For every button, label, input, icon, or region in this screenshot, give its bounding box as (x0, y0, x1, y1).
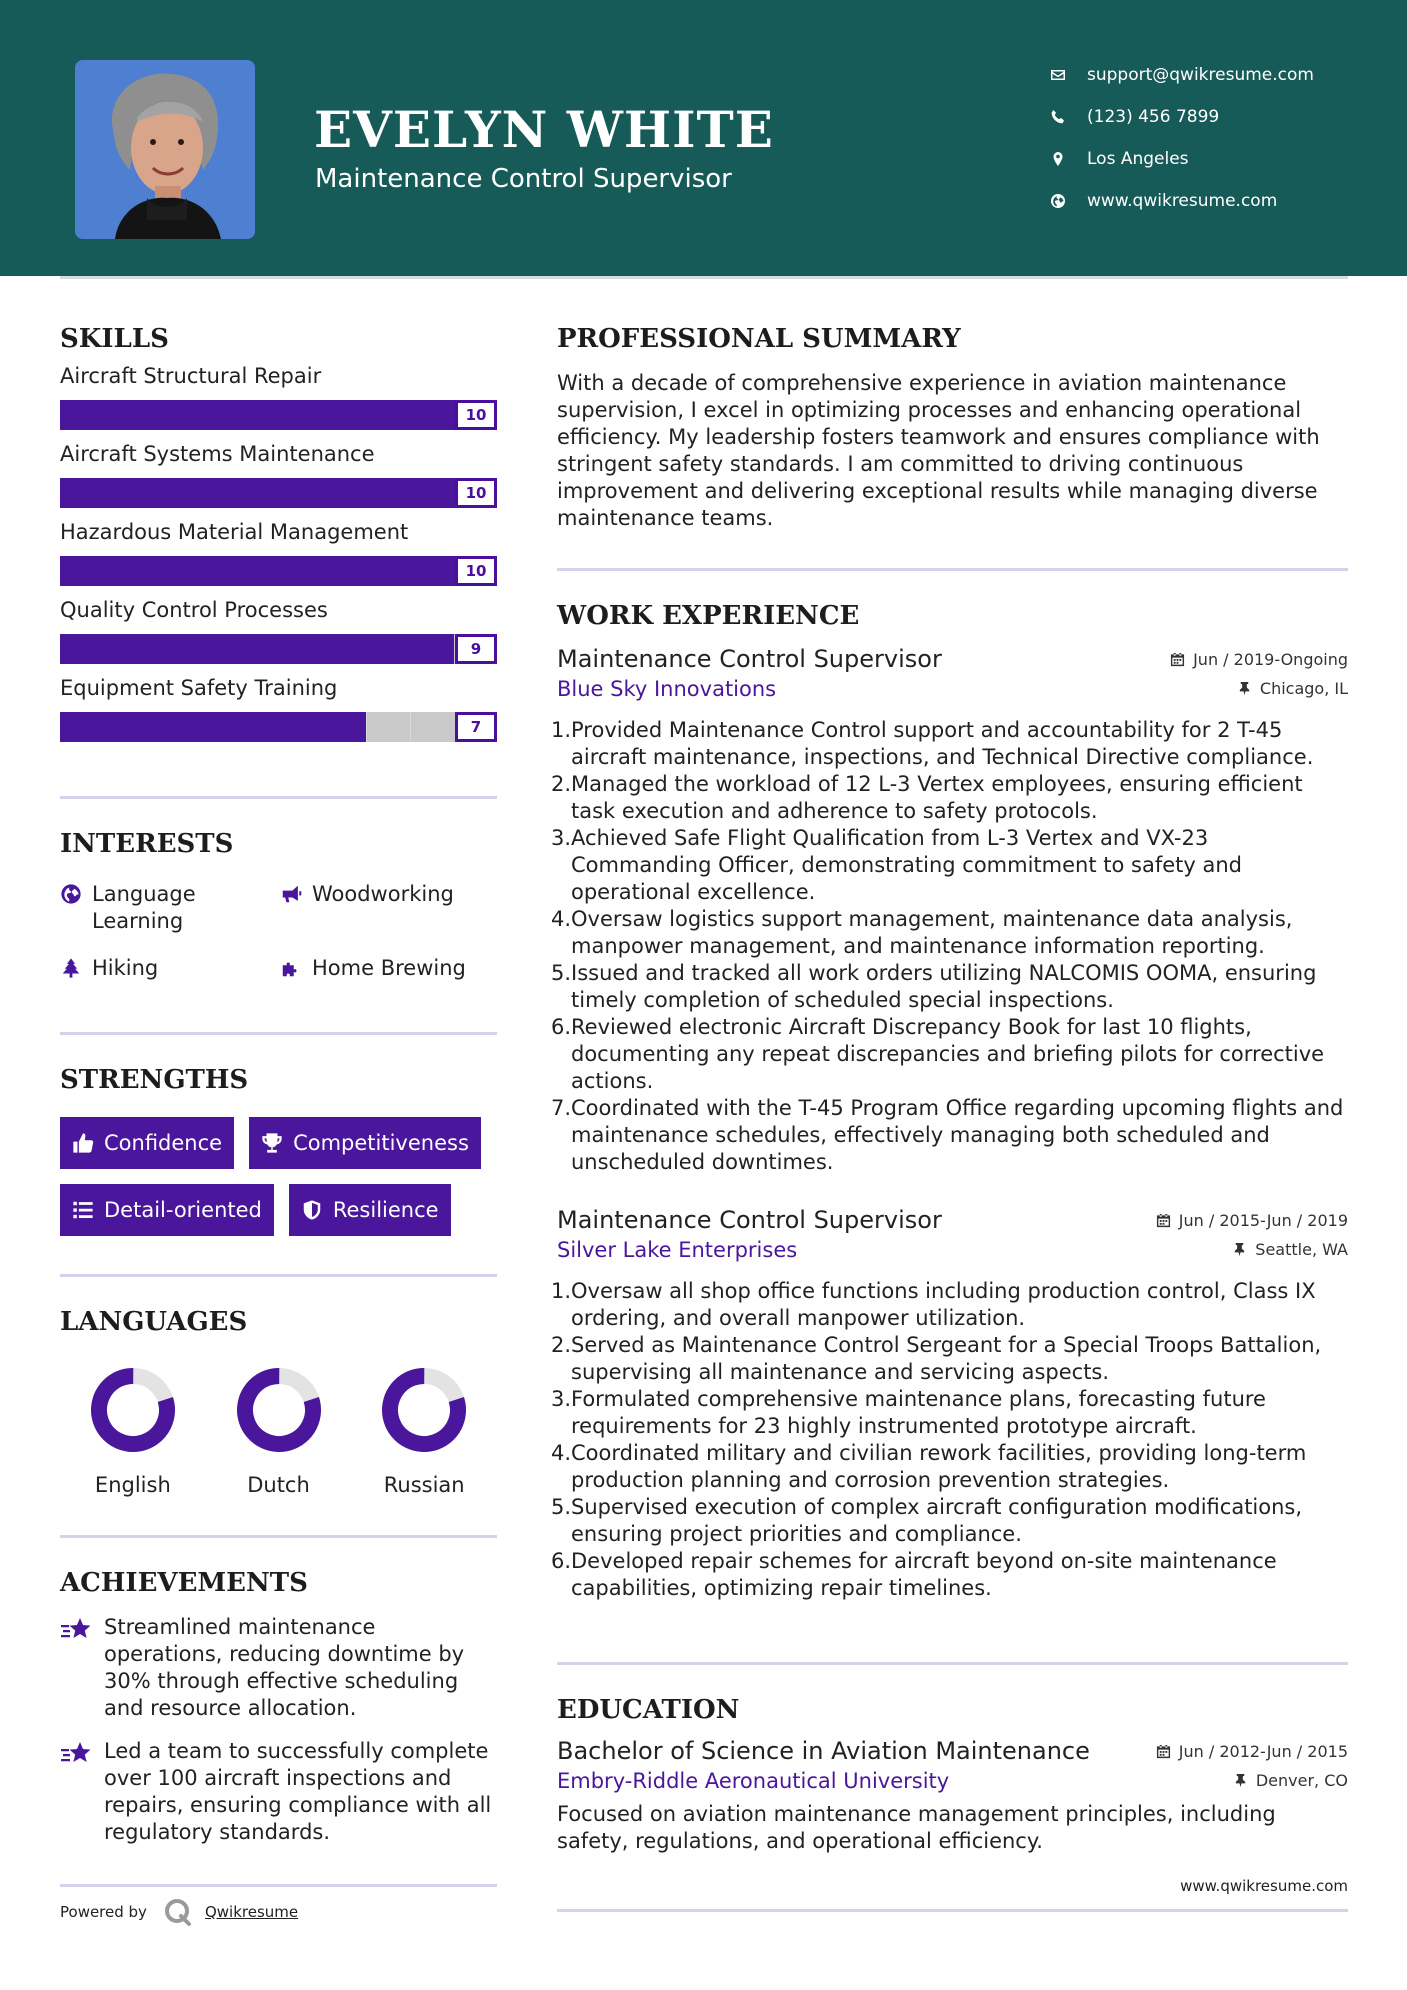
strength-label: Confidence (104, 1131, 223, 1155)
interest-label: Hiking (92, 956, 159, 980)
job-bullet: 6. Reviewed electronic Aircraft Discrepancy Book for last 10 flights, documenting any repeat discrepancies and briefing pilots for corrective actions. (557, 1014, 1348, 1095)
skill-bar-segment (104, 478, 148, 508)
job-bullets (551, 1278, 1348, 1602)
globe-icon (1050, 193, 1066, 209)
job-header (557, 1206, 1348, 1234)
job-bullet-text: Supervised execution of complex aircraft configuration modifications, ensuring project priorities and compliance. (571, 1495, 1303, 1546)
profile-photo (75, 60, 255, 239)
skill-bar-segment (322, 712, 366, 742)
skill-bar-segment (147, 478, 191, 508)
skill-bar-segment (235, 712, 279, 742)
skill-bar-segment (410, 400, 454, 430)
skill-bar-segment (60, 634, 104, 664)
skill-bar-segment (104, 400, 148, 430)
resume-header (0, 0, 1407, 276)
achievement-item (60, 1738, 497, 1846)
job-bullet-text: Managed the workload of 12 L-3 Vertex employees, ensuring efficient task execution and adherence to safety protocols. (571, 772, 1303, 823)
language-level-ring (379, 1365, 469, 1455)
job-bullet-text: Coordinated with the T-45 Program Office regarding upcoming flights and maintenance schedules, effectively managing both scheduled and unscheduled downtimes. (571, 1096, 1344, 1174)
skill-name: Equipment Safety Training (60, 676, 338, 700)
calendar-icon (1156, 1213, 1171, 1228)
header-divider (60, 276, 1348, 279)
skills-list (60, 364, 497, 742)
skill-bar-segment (279, 400, 323, 430)
skill-score: 10 (455, 556, 497, 586)
skill-bar-segment (366, 634, 410, 664)
skill-bar-segment (366, 712, 410, 742)
map-marker-icon (1050, 151, 1066, 167)
company-name: Silver Lake Enterprises (557, 1238, 798, 1262)
experience-heading: WORK EXPERIENCE (557, 601, 860, 631)
strength-label: Resilience (332, 1198, 439, 1222)
skill-name: Hazardous Material Management (60, 520, 409, 544)
education-location (1233, 1771, 1348, 1790)
contact-email-text: support@qwikresume.com (1087, 65, 1314, 85)
achievement-item (60, 1614, 497, 1722)
right-column (551, 320, 1348, 1912)
skill-bar-segment (60, 556, 104, 586)
skill-bar-segment (191, 634, 235, 664)
skill-bar-segment (366, 556, 410, 586)
footer-website[interactable]: www.qwikresume.com (1180, 1877, 1348, 1895)
languages-heading: LANGUAGES (60, 1307, 248, 1337)
phone-icon (1050, 109, 1066, 125)
strength-label: Competitiveness (293, 1131, 469, 1155)
achievements-heading: ACHIEVEMENTS (60, 1568, 308, 1598)
job-bullet: 2. Managed the workload of 12 L-3 Vertex employees, ensuring efficient task execution and adherence to safety protocols. (557, 771, 1348, 825)
job-bullet-text: Served as Maintenance Control Sergeant for a Special Troops Battalion, supervising all maintenance and servicing aspects. (571, 1333, 1322, 1384)
job-bullet: 3. Formulated comprehensive maintenance plans, forecasting future requirements for 23 highly instrumented prototype aircraft. (557, 1386, 1348, 1440)
skill-bar-segment (410, 478, 454, 508)
skill-bar-segment (410, 634, 454, 664)
job-bullet-text: Oversaw all shop office functions including production control, Class IX ordering, and overall manpower utilization. (571, 1279, 1316, 1330)
job-bullet-text: Provided Maintenance Control support and accountability for 2 T-45 aircraft maintenance, inspections, and Technical Directive compliance. (571, 718, 1314, 769)
skill-item (60, 598, 497, 664)
language-item (206, 1365, 352, 1497)
skill-bar-segment (147, 712, 191, 742)
skill-bar-segment (147, 400, 191, 430)
achievement-text: Streamlined maintenance operations, reducing downtime by 30% through effective scheduling and resource allocation. (104, 1615, 465, 1720)
skill-bar-segment (191, 400, 235, 430)
strengths-heading: STRENGTHS (60, 1065, 249, 1095)
skill-bar-segment (322, 400, 366, 430)
skill-bar-segment (410, 556, 454, 586)
contact-email[interactable] (1050, 54, 1314, 96)
section-divider (557, 568, 1348, 571)
megaphone-icon (280, 883, 302, 905)
skill-bar-segment (147, 634, 191, 664)
qwikresume-logo-icon (163, 1897, 193, 1927)
portrait-image (75, 60, 255, 239)
skill-bar-segment (410, 712, 454, 742)
job-title: Maintenance Control Supervisor (557, 645, 942, 673)
trophy-icon (261, 1132, 283, 1154)
contact-website[interactable] (1050, 180, 1314, 222)
qwikresume-link[interactable]: Qwikresume (204, 1903, 299, 1921)
job-bullet-text: Coordinated military and civilian rework facilities, providing long-term production planning and corrosion prevention strategies. (571, 1441, 1307, 1492)
skill-bar-segment (322, 556, 366, 586)
pushpin-icon (1233, 1773, 1248, 1788)
skill-bar-segment (235, 556, 279, 586)
education-entry (557, 1737, 1348, 1855)
skill-bar-segment (322, 634, 366, 664)
skill-bar-segment (235, 400, 279, 430)
skill-bar-segment (191, 478, 235, 508)
job-bullet-text: Oversaw logistics support management, maintenance data analysis, manpower management, and maintenance information reporting. (571, 907, 1293, 958)
job-bullet: 6. Developed repair schemes for aircraft beyond on-site maintenance capabilities, optimizing repair timelines. (557, 1548, 1348, 1602)
skill-bar-segment (279, 712, 323, 742)
contact-phone-text: (123) 456 7899 (1087, 107, 1220, 127)
job-dates (1156, 1211, 1348, 1230)
skill-item (60, 676, 497, 742)
language-level-ring (234, 1365, 324, 1455)
skill-bar-segment (322, 478, 366, 508)
job-entry (551, 645, 1348, 1176)
interest-label: Woodworking (312, 882, 454, 906)
education-location-text: Denver, CO (1255, 1771, 1348, 1790)
skill-score: 10 (455, 400, 497, 430)
section-divider (60, 1274, 497, 1277)
interest-item (280, 955, 497, 982)
job-dates-text: Jun / 2019-Ongoing (1193, 650, 1348, 669)
job-subheader (557, 1238, 1348, 1262)
job-subheader (557, 677, 1348, 701)
interests-list (60, 881, 497, 982)
education-heading: EDUCATION (557, 1695, 740, 1725)
shield-icon (301, 1199, 323, 1221)
job-location (1232, 1240, 1348, 1259)
summary-text: With a decade of comprehensive experience in aviation maintenance supervision, I excel in optimizing processes and enhancing operational efficiency. My leadership fosters teamwork and ensures compliance with stringent safety standards. I am committed to driving continuous improvement and delivering exceptional results while managing diverse maintenance teams. (557, 371, 1320, 530)
section-divider (60, 1032, 497, 1035)
skill-bar (60, 556, 497, 586)
candidate-title: Maintenance Control Supervisor (315, 164, 732, 194)
job-dates (1170, 650, 1348, 669)
puzzle-icon (280, 957, 302, 979)
skill-bar-segment (104, 712, 148, 742)
skill-name: Quality Control Processes (60, 598, 328, 622)
skill-bar-segment (279, 634, 323, 664)
contact-phone[interactable] (1050, 96, 1314, 138)
job-bullet: 1. Oversaw all shop office functions including production control, Class IX ordering, and overall manpower utilization. (557, 1278, 1348, 1332)
job-title: Maintenance Control Supervisor (557, 1206, 942, 1234)
job-entry (551, 1206, 1348, 1602)
language-name: Russian (383, 1473, 465, 1497)
skill-bar (60, 712, 497, 742)
skill-bar-segment (366, 478, 410, 508)
job-bullets (551, 717, 1348, 1176)
job-bullet: 3. Achieved Safe Flight Qualification from L-3 Vertex and VX-23 Commanding Officer, demonstrating commitment to safety and operational excellence. (557, 825, 1348, 906)
job-bullet-text: Issued and tracked all work orders utilizing NALCOMIS OOMA, ensuring timely completion of scheduled special inspections. (571, 961, 1317, 1012)
language-level-ring (88, 1365, 178, 1455)
skill-bar-segment (60, 712, 104, 742)
skill-bar-segment (191, 556, 235, 586)
star-icon (60, 1740, 92, 1768)
job-header (557, 645, 1348, 673)
skill-score: 7 (455, 712, 497, 742)
contact-list (1050, 54, 1314, 222)
skill-score: 9 (455, 634, 497, 664)
job-bullet: 4. Oversaw logistics support management, maintenance data analysis, manpower management, and maintenance information reporting. (557, 906, 1348, 960)
globe-icon (60, 883, 82, 905)
skill-bar (60, 400, 497, 430)
skill-name: Aircraft Systems Maintenance (60, 442, 375, 466)
job-bullet: 1. Provided Maintenance Control support and accountability for 2 T-45 aircraft maintenance, inspections, and Technical Directive compliance. (557, 717, 1348, 771)
calendar-icon (1156, 1744, 1171, 1759)
job-bullet-text: Formulated comprehensive maintenance plans, forecasting future requirements for 23 highly instrumented prototype aircraft. (571, 1387, 1266, 1438)
powered-by (60, 1897, 497, 1927)
strength-chip (60, 1184, 274, 1236)
language-name: Dutch (247, 1473, 310, 1497)
section-divider (60, 1535, 497, 1538)
skill-item (60, 364, 497, 430)
achievements-list (60, 1614, 497, 1846)
pushpin-icon (1237, 681, 1252, 696)
skill-bar-segment (235, 634, 279, 664)
language-item (351, 1365, 497, 1497)
job-bullet: 4. Coordinated military and civilian rework facilities, providing long-term production planning and corrosion prevention strategies. (557, 1440, 1348, 1494)
section-divider (60, 796, 497, 799)
job-bullet-text: Reviewed electronic Aircraft Discrepancy Book for last 10 flights, documenting any repeat discrepancies and briefing pilots for corrective actions. (571, 1015, 1325, 1093)
contact-website-text: www.qwikresume.com (1087, 191, 1278, 211)
skill-bar-segment (279, 556, 323, 586)
strength-chip (60, 1117, 234, 1169)
degree-title: Bachelor of Science in Aviation Maintenance (557, 1737, 1090, 1765)
skill-bar-segment (147, 556, 191, 586)
interest-item (280, 881, 497, 935)
interest-item (60, 881, 280, 935)
star-icon (60, 1616, 92, 1644)
skill-name: Aircraft Structural Repair (60, 364, 322, 388)
list-icon (72, 1199, 94, 1221)
candidate-name: EVELYN WHITE (314, 100, 774, 159)
language-item (60, 1365, 206, 1497)
skill-bar-segment (191, 712, 235, 742)
contact-location (1050, 138, 1314, 180)
education-subheader (557, 1769, 1348, 1793)
education-dates (1156, 1742, 1348, 1761)
skill-bar-segment (366, 400, 410, 430)
envelope-icon (1050, 67, 1066, 83)
job-bullet: 5. Supervised execution of complex aircraft configuration modifications, ensuring project priorities and compliance. (557, 1494, 1348, 1548)
interests-heading: INTERESTS (60, 829, 234, 859)
skill-bar-segment (104, 634, 148, 664)
education-description: Focused on aviation maintenance management principles, including safety, regulations, and operational efficiency. (557, 1802, 1276, 1853)
skill-score: 10 (455, 478, 497, 508)
calendar-icon (1170, 652, 1185, 667)
skills-heading: SKILLS (60, 324, 169, 354)
powered-by-label: Powered by (60, 1903, 147, 1921)
summary-heading: PROFESSIONAL SUMMARY (557, 324, 961, 354)
interest-label: Language Learning (92, 882, 196, 933)
language-name: English (94, 1473, 171, 1497)
strength-chip (289, 1184, 451, 1236)
skill-item (60, 442, 497, 508)
strength-label: Detail-oriented (104, 1198, 262, 1222)
interest-label: Home Brewing (312, 956, 466, 980)
achievement-text: Led a team to successfully complete over 100 aircraft inspections and repairs, ensuring compliance with all regulatory standards. (104, 1739, 492, 1844)
skill-bar-segment (60, 478, 104, 508)
strengths-list (60, 1117, 510, 1236)
job-bullet-text: Developed repair schemes for aircraft beyond on-site maintenance capabilities, optimizing repair timelines. (571, 1549, 1277, 1600)
skill-bar-segment (60, 400, 104, 430)
job-dates-text: Jun / 2015-Jun / 2019 (1178, 1211, 1348, 1230)
job-location-text: Seattle, WA (1255, 1240, 1348, 1259)
tree-icon (60, 957, 82, 979)
job-location-text: Chicago, IL (1259, 679, 1348, 698)
interest-item (60, 955, 280, 982)
languages-list (60, 1365, 497, 1497)
job-location (1237, 679, 1348, 698)
job-bullet: 2. Served as Maintenance Control Sergeant for a Special Troops Battalion, supervising all maintenance and servicing aspects. (557, 1332, 1348, 1386)
strength-chip (249, 1117, 481, 1169)
skill-bar-segment (279, 478, 323, 508)
left-column (60, 320, 497, 1927)
skill-bar-segment (235, 478, 279, 508)
job-bullet-text: Achieved Safe Flight Qualification from L-3 Vertex and VX-23 Commanding Officer, demonstrating commitment to safety and operational excellence. (571, 826, 1242, 904)
skill-bar (60, 478, 497, 508)
company-name: Blue Sky Innovations (557, 677, 777, 701)
skill-item (60, 520, 497, 586)
job-bullet: 5. Issued and tracked all work orders utilizing NALCOMIS OOMA, ensuring timely completion of scheduled special inspections. (557, 960, 1348, 1014)
skill-bar (60, 634, 497, 664)
education-header (557, 1737, 1348, 1765)
footer-divider (557, 1909, 1348, 1912)
skill-bar-segment (104, 556, 148, 586)
section-divider (557, 1662, 1348, 1665)
pushpin-icon (1232, 1242, 1247, 1257)
thumbs-up-icon (72, 1132, 94, 1154)
contact-location-text: Los Angeles (1087, 149, 1189, 169)
school-name: Embry-Riddle Aeronautical University (557, 1769, 950, 1793)
education-dates-text: Jun / 2012-Jun / 2015 (1178, 1742, 1348, 1761)
section-divider (60, 1884, 497, 1887)
job-bullet: 7. Coordinated with the T-45 Program Office regarding upcoming flights and maintenance schedules, effectively managing both scheduled and unscheduled downtimes. (557, 1095, 1348, 1176)
